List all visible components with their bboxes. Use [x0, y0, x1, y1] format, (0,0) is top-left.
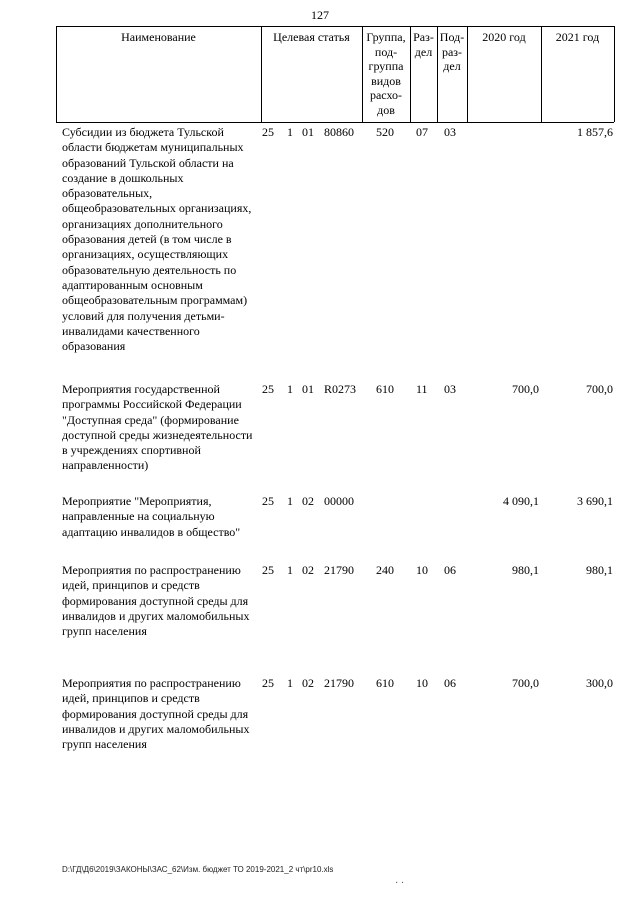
file-path-footer: D:\ГД\Д6\2019\ЗАКОНЫ\ЗАС_62\Изм. бюджет ТО 2019-2021_2 чт\pr10.xls — [62, 865, 334, 874]
group-code: 240 — [376, 563, 394, 577]
target-code-3: 01 — [302, 125, 314, 139]
scan-speck: · · — [395, 878, 405, 889]
target-code-4: 21790 — [324, 563, 354, 577]
section-code: 11 — [416, 382, 428, 396]
target-code-1: 25 — [262, 494, 274, 508]
group-code: 610 — [376, 676, 394, 690]
header-2020: 2020 год — [482, 30, 526, 44]
header-divider — [614, 26, 615, 122]
target-code-1: 25 — [262, 676, 274, 690]
row-name: Мероприятия по распространению идей, принципов и средств формирования доступной среды для инвалидов и других маломобильных групп населения — [62, 563, 250, 639]
target-code-2: 1 — [287, 494, 293, 508]
value-2021: 3 690,1 — [577, 494, 613, 508]
header-target: Целевая статья — [273, 30, 350, 44]
target-code-3: 02 — [302, 676, 314, 690]
target-code-3: 01 — [302, 382, 314, 396]
section-code: 07 — [416, 125, 428, 139]
target-code-2: 1 — [287, 563, 293, 577]
target-code-1: 25 — [262, 382, 274, 396]
header-2021: 2021 год — [555, 30, 600, 44]
target-code-2: 1 — [287, 676, 293, 690]
header-section: Раз- дел — [413, 30, 434, 59]
target-code-4: 80860 — [324, 125, 354, 139]
subsection-code: 06 — [444, 563, 456, 577]
page-number: 127 — [311, 8, 329, 22]
target-code-3: 02 — [302, 494, 314, 508]
header-name: Наименование — [121, 30, 196, 44]
row-name: Мероприятие "Мероприятия, направленные на социальную адаптацию инвалидов в общество" — [62, 494, 241, 539]
target-code-1: 25 — [262, 563, 274, 577]
value-2020: 700,0 — [512, 676, 539, 690]
target-code-4: R0273 — [324, 382, 357, 396]
section-code: 10 — [416, 563, 428, 577]
value-2020: 980,1 — [512, 563, 539, 577]
value-2020: 4 090,1 — [503, 494, 539, 508]
target-code-4: 00000 — [324, 494, 354, 508]
row-name: Мероприятия по распространению идей, принципов и средств формирования доступной среды для инвалидов и других маломобильных групп населения — [62, 676, 250, 752]
header-group: Группа, под- группа видов расхо- дов — [366, 30, 406, 117]
value-2021: 980,1 — [586, 563, 613, 577]
subsection-code: 03 — [444, 125, 456, 139]
group-code: 520 — [376, 125, 394, 139]
target-code-4: 21790 — [324, 676, 354, 690]
value-2021: 700,0 — [586, 382, 613, 396]
value-2021: 1 857,6 — [577, 125, 613, 139]
header-subsection: Под- раз- дел — [439, 30, 465, 73]
target-code-2: 1 — [287, 382, 293, 396]
value-2021: 300,0 — [586, 676, 613, 690]
row-name: Субсидии из бюджета Тульской области бюджетам муниципальных образований Тульской области на создание в дошкольных образовательных, общеобразовательных организациях, организациях дополнительного образования детей (в том числе в организациях, осуществляющих образовательную деятельность по адаптированным основным общеобразовательным программам) условий для получения детьми-инвалидами качественного образования — [62, 125, 252, 354]
section-code: 10 — [416, 676, 428, 690]
value-2020: 700,0 — [512, 382, 539, 396]
target-code-1: 25 — [262, 125, 274, 139]
subsection-code: 06 — [444, 676, 456, 690]
subsection-code: 03 — [444, 382, 456, 396]
target-code-2: 1 — [287, 125, 293, 139]
group-code: 610 — [376, 382, 394, 396]
row-name: Мероприятия государственной программы Российской Федерации "Доступная среда" (формирование доступной среды жизнедеятельности в учреждениях спортивной направленности) — [62, 382, 253, 473]
target-code-3: 02 — [302, 563, 314, 577]
